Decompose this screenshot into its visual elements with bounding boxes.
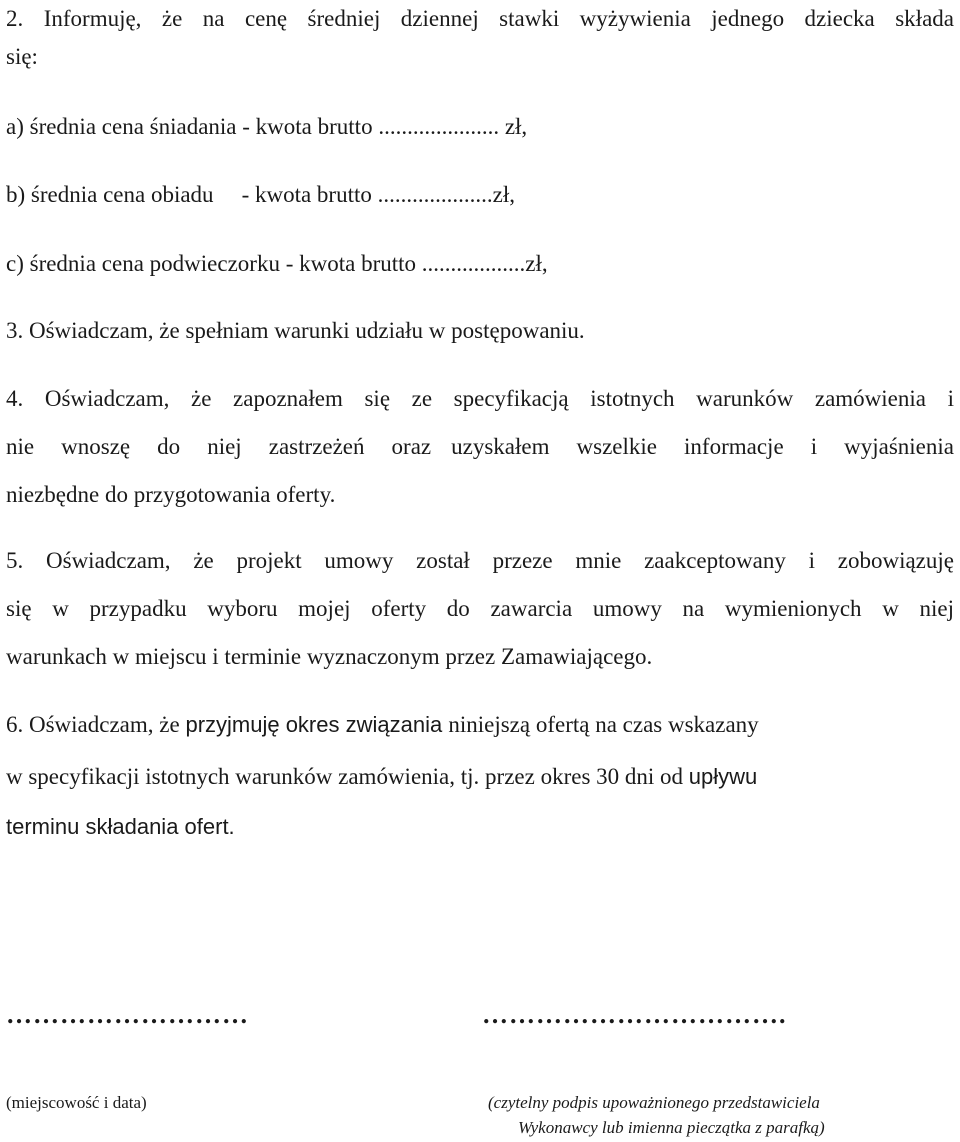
- item-6-line-1-b: przyjmuję okres związania: [185, 712, 449, 737]
- item-5-line-1: 5. Oświadczam, że projekt umowy został przeze mnie zaakceptowany i zobowiązuję: [6, 548, 954, 573]
- signature-caption-line-1: (czytelny podpis upoważnionego przedstawiciela: [488, 1093, 820, 1112]
- item-5-line-2: się w przypadku wyboru mojej oferty do zawarcia umowy na wymienionych w niej: [6, 596, 954, 621]
- item-4-line-1: 4. Oświadczam, że zapoznałem się ze specyfikacją istotnych warunków zamówienia i: [6, 386, 954, 411]
- item-6-line-1: [6, 710, 954, 740]
- item-6-line-3: terminu składania ofert.: [6, 814, 235, 839]
- place-date-dotted-line: ………………………: [6, 1000, 249, 1029]
- item-2-line-2: się:: [6, 44, 38, 69]
- item-2-line-1: 2. Informuję, że na cenę średniej dziennej stawki wyżywienia jednego dziecka składa: [6, 6, 954, 31]
- item-2-b-amount: - kwota brutto ....................zł,: [241, 182, 515, 207]
- item-2-c: c) średnia cena podwieczorku - kwota brutto ..................zł,: [6, 251, 548, 276]
- item-3: 3. Oświadczam, że spełniam warunki udziału w postępowaniu.: [6, 318, 585, 343]
- item-2-b-label: b) średnia cena obiadu: [6, 182, 214, 207]
- item-6-line-2-b: upływu: [688, 764, 758, 789]
- item-6-line-2-a: w specyfikacji istotnych warunków zamówienia, tj. przez okres 30 dni od: [6, 764, 689, 789]
- item-4-line-2-right: uzyskałem wszelkie informacje i wyjaśnienia: [451, 434, 954, 459]
- signature-dotted-line: …………………………….: [482, 1000, 787, 1029]
- item-2-a: a) średnia cena śniadania - kwota brutto ..................... zł,: [6, 114, 528, 139]
- item-6-line-1-c: niniejszą ofertą na czas wskazany: [448, 712, 759, 737]
- item-5-line-3: warunkach w miejscu i terminie wyznaczonym przez Zamawiającego.: [6, 644, 653, 669]
- item-4-line-3: niezbędne do przygotowania oferty.: [6, 482, 336, 507]
- item-4-line-2-left: nie wnoszę do niej zastrzeżeń oraz: [6, 434, 432, 459]
- item-6-line-1-a: 6. Oświadczam, że: [6, 712, 186, 737]
- item-6-line-2: [6, 762, 954, 792]
- signature-caption-line-2: Wykonawcy lub imienna pieczątka z parafką): [518, 1118, 825, 1137]
- item-4-line-2: [6, 432, 954, 462]
- place-date-caption: (miejscowość i data): [6, 1093, 147, 1112]
- item-2-b: [6, 180, 954, 210]
